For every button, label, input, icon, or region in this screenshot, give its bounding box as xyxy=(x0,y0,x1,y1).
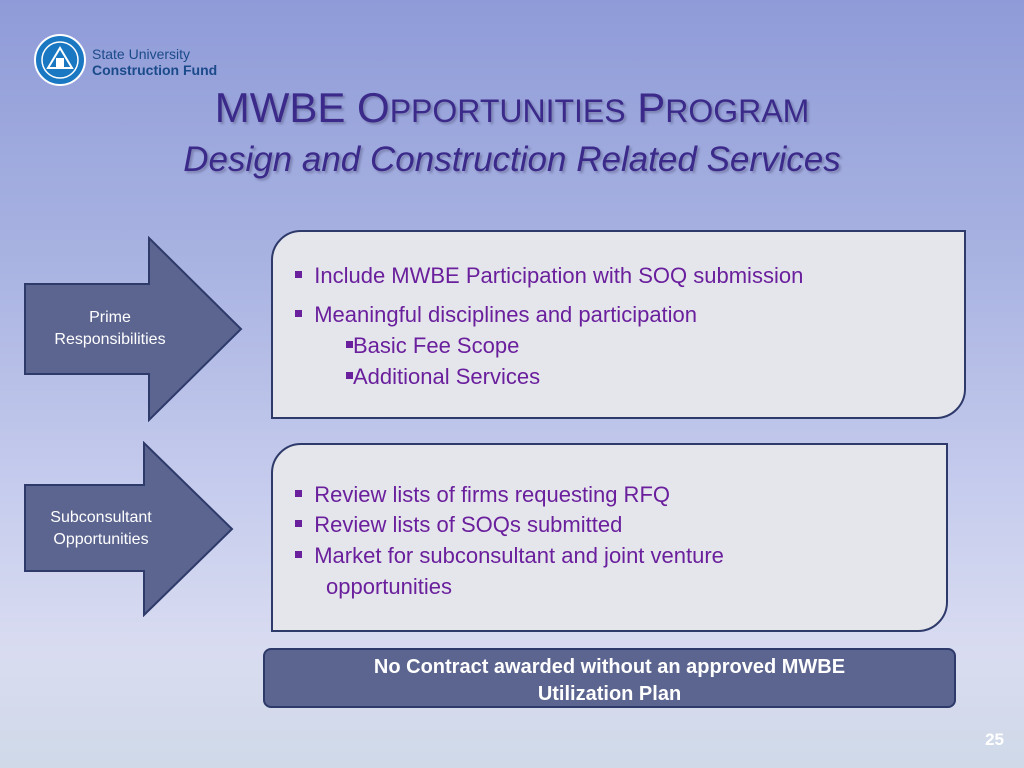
sub-bullet-text: Basic Fee Scope xyxy=(353,333,520,358)
logo-text-line1: State University xyxy=(92,46,191,62)
bullet-item xyxy=(295,302,697,328)
banner-line2: Utilization Plan xyxy=(537,683,682,705)
bullet-text: Review lists of firms requesting RFQ xyxy=(314,482,670,507)
banner-line1: No Contract awarded without an approved MWBE xyxy=(373,656,846,678)
title-part-1: MWBE O xyxy=(214,84,390,131)
arrow-label-subconsultant xyxy=(26,507,176,551)
page-title xyxy=(0,84,1024,132)
sub-bullet-item xyxy=(346,333,519,359)
arrow-label-prime-line2: Responsibilities xyxy=(54,331,166,348)
bullet-square-icon xyxy=(295,271,302,278)
arrow-label-sub-line2: Opportunities xyxy=(53,531,149,548)
page-subtitle: Design and Construction Related Services xyxy=(183,140,841,179)
bullet-square-icon xyxy=(295,490,302,497)
title-part-2: PPORTUNITIES xyxy=(389,93,626,129)
bullet-square-icon xyxy=(295,310,302,317)
bullet-item xyxy=(295,543,724,569)
bullet-text: Market for subconsultant and joint venture xyxy=(314,543,724,568)
bullet-text: Include MWBE Participation with SOQ submission xyxy=(314,263,804,288)
bullet-item xyxy=(295,263,803,289)
title-part-4: ROGRAM xyxy=(665,93,810,129)
arrow-label-prime xyxy=(28,307,192,351)
prime-responsibilities-box xyxy=(271,230,966,419)
logo-text-line2: Construction Fund xyxy=(92,62,218,78)
arrow-label-sub-line1: Subconsultant xyxy=(50,509,152,526)
bullet-continuation: opportunities xyxy=(326,574,452,599)
mwbe-requirement-banner xyxy=(263,648,956,708)
bullet-text: Review lists of SOQs submitted xyxy=(314,512,623,537)
title-part-3: P xyxy=(625,84,666,131)
bullet-item xyxy=(295,512,622,538)
bullet-item xyxy=(295,482,670,508)
university-seal-icon xyxy=(34,34,86,86)
sub-bullet-text: Additional Services xyxy=(353,364,541,389)
bullet-square-icon xyxy=(346,341,353,348)
logo xyxy=(34,34,244,90)
arrow-label-prime-line1: Prime xyxy=(89,309,131,326)
bullet-square-icon xyxy=(295,551,302,558)
sub-bullet-item xyxy=(346,364,540,390)
subconsultant-opportunities-box xyxy=(271,443,948,632)
bullet-square-icon xyxy=(295,520,302,527)
bullet-text: Meaningful disciplines and participation xyxy=(314,302,698,327)
page-number: 25 xyxy=(985,730,1004,749)
bullet-square-icon xyxy=(346,372,353,379)
seal-emblem-icon xyxy=(36,36,84,84)
